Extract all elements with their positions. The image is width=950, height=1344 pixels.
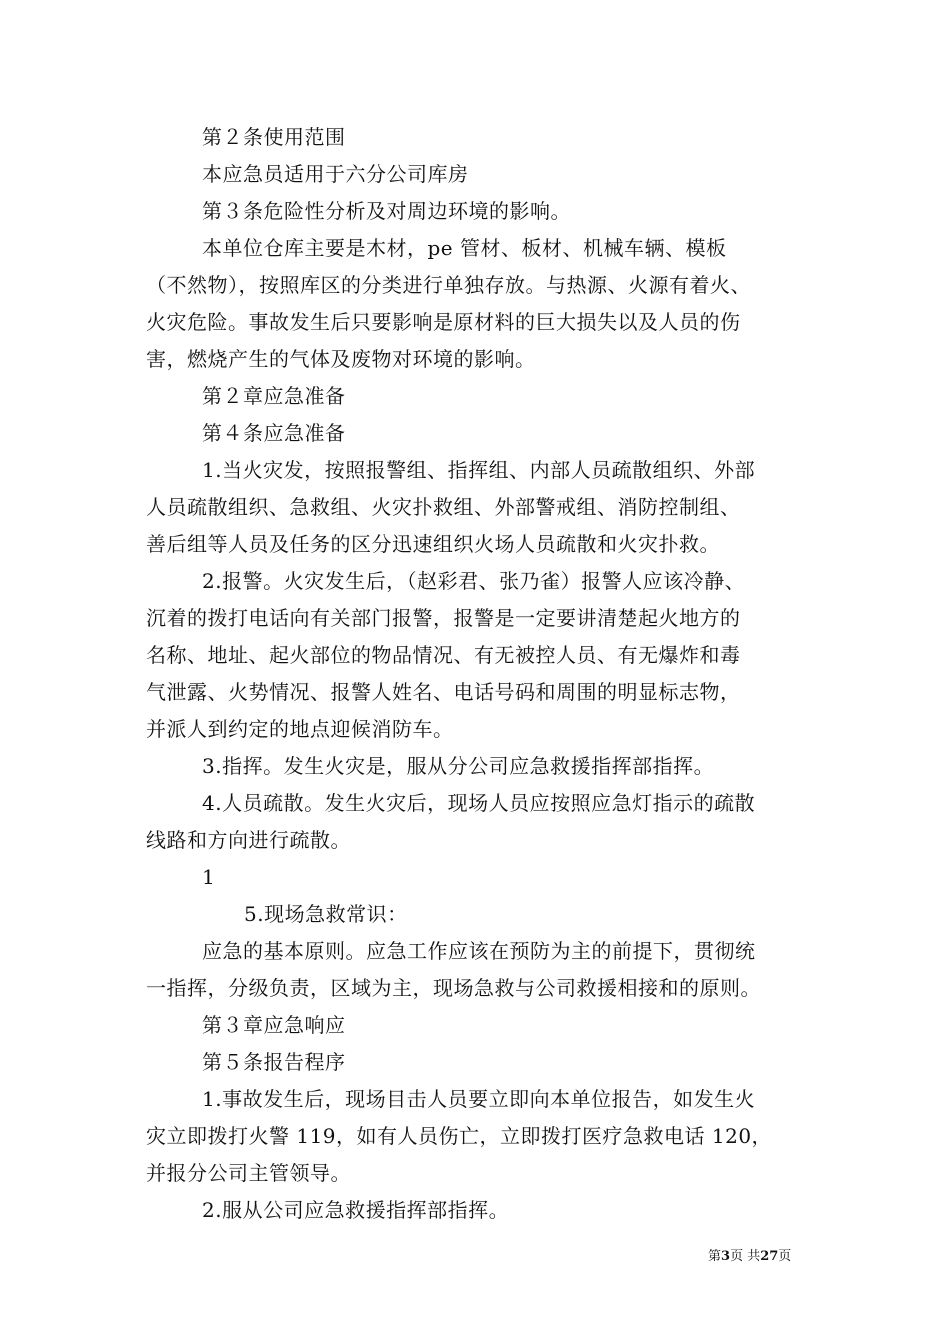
- text-line: 2.报警。火灾发生后，（赵彩君、张乃雀）报警人应该冷静、: [202, 569, 746, 593]
- footer-middle: 页 共: [730, 1249, 761, 1264]
- text-line: 本单位仓库主要是木材，pe 管材、板材、机械车辆、模板: [202, 236, 727, 260]
- text-line: 害，燃烧产生的气体及废物对环境的影响。: [146, 347, 536, 371]
- current-page-number: 3: [721, 1249, 731, 1264]
- text-line: 第２条使用范围: [202, 125, 346, 149]
- text-line: 并派人到约定的地点迎候消防车。: [146, 717, 454, 741]
- text-line: 3.指挥。发生火灾是，服从分公司应急救援指挥部指挥。: [202, 754, 715, 778]
- text-line: 沉着的拨打电话向有关部门报警，报警是一定要讲清楚起火地方的: [146, 606, 741, 630]
- text-line: 1.当火灾发，按照报警组、指挥组、内部人员疏散组织、外部: [202, 458, 756, 482]
- footer-suffix: 页: [778, 1249, 792, 1264]
- section-heading: 第５条报告程序: [202, 1050, 346, 1074]
- total-page-count: 27: [760, 1249, 779, 1264]
- text-line: 气泄露、火势情况、报警人姓名、电话号码和周围的明显标志物，: [146, 680, 741, 704]
- text-line: 2.服从公司应急救援指挥部指挥。: [202, 1198, 510, 1222]
- text-line: 5.现场急救常识：: [244, 902, 408, 926]
- text-line: 应急的基本原则。应急工作应该在预防为主的前提下，贯彻统: [202, 939, 756, 963]
- text-line: 名称、地址、起火部位的物品情况、有无被控人员、有无爆炸和毒: [146, 643, 741, 667]
- text-line: 火灾危险。事故发生后只要影响是原材料的巨大损失以及人员的伤: [146, 310, 741, 334]
- text-line: 1.事故发生后，现场目击人员要立即向本单位报告，如发生火: [202, 1087, 756, 1111]
- chapter-heading: 第３章应急响应: [202, 1013, 346, 1037]
- footer-prefix: 第: [708, 1249, 722, 1264]
- chapter-heading: 第２章应急准备: [202, 384, 346, 408]
- text-line: 线路和方向进行疏散。: [146, 828, 351, 852]
- text-line: 本应急员适用于六分公司库房: [202, 162, 469, 186]
- page-footer: [708, 1249, 791, 1265]
- text-line: 4.人员疏散。发生火灾后，现场人员应按照应急灯指示的疏散: [202, 791, 756, 815]
- text-line: 人员疏散组织、急救组、火灾扑救组、外部警戒组、消防控制组、: [146, 495, 741, 519]
- text-line: 并报分公司主管领导。: [146, 1161, 351, 1185]
- text-line: 灾立即拨打火警 119，如有人员伤亡，立即拨打医疗急救电话 120，: [146, 1124, 773, 1148]
- text-line: 第３条危险性分析及对周边环境的影响。: [202, 199, 571, 223]
- inline-page-number: 1: [202, 865, 216, 889]
- text-line: 善后组等人员及任务的区分迅速组织火场人员疏散和火灾扑救。: [146, 532, 720, 556]
- section-heading: 第４条应急准备: [202, 421, 346, 445]
- text-line: （不然物），按照库区的分类进行单独存放。与热源、火源有着火、: [146, 273, 751, 297]
- text-line: 一指挥，分级负责，区域为主，现场急救与公司救援相接和的原则。: [146, 976, 761, 1000]
